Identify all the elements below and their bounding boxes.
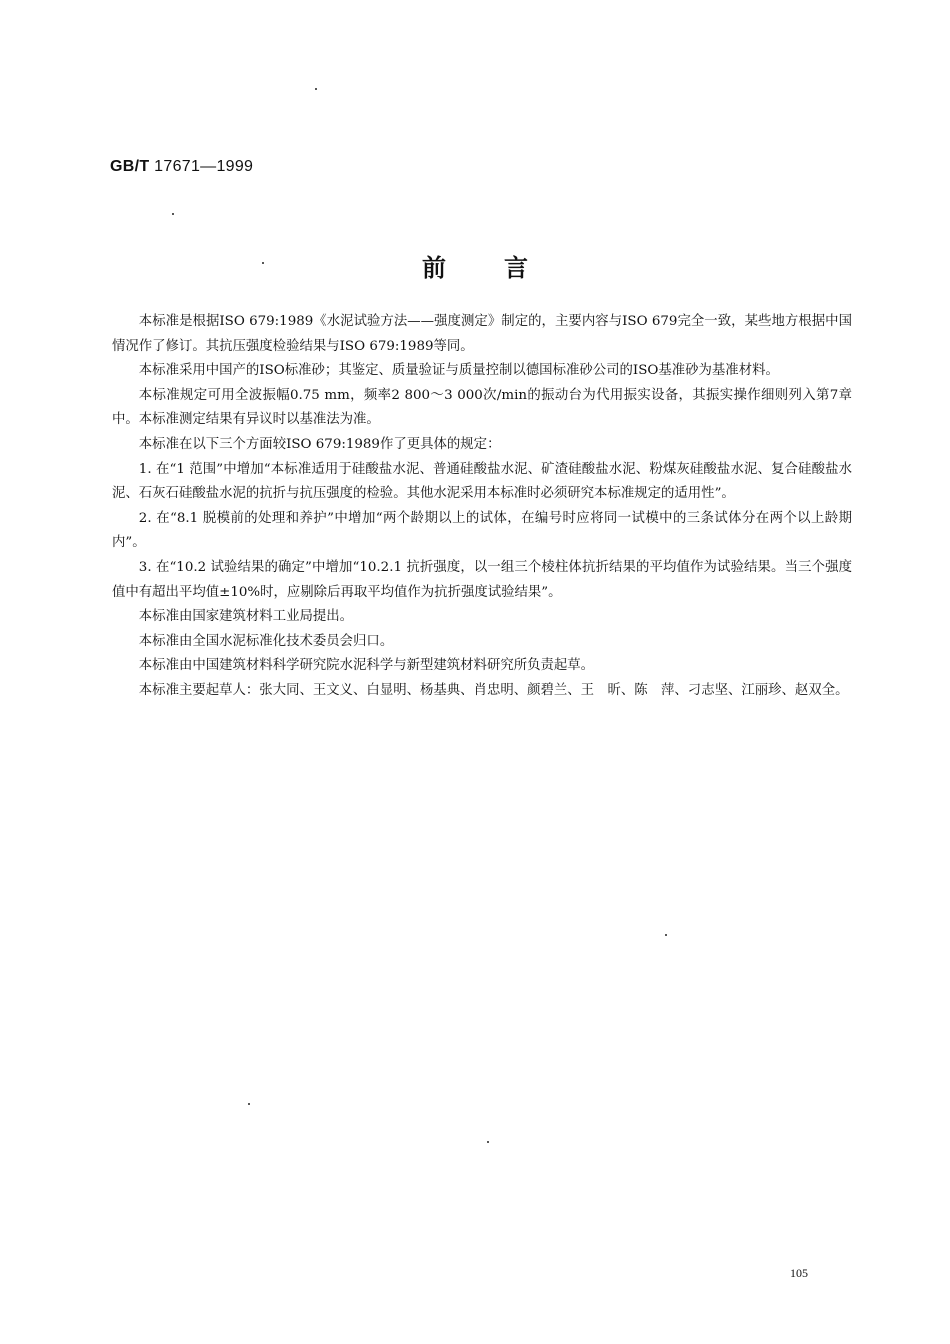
paragraph: 本标准主要起草人：张大同、王文义、白显明、杨基典、肖忠明、颜碧兰、王 昕、陈 萍、刁志坚、江丽珍、赵双全。 — [138, 682, 849, 698]
standard-code — [110, 158, 253, 176]
page-title: 前言 — [422, 254, 586, 282]
scan-speck — [248, 1103, 250, 1105]
paragraph: 3. 在“10.2 试验结果的确定”中增加“10.2.1 抗折强度，以一组三个棱柱体抗折结果的平均值作为试验结果。当三个强度值中有超出平均值±10%时，应剔除后再取平均值作为抗折强度试验结果”。 — [112, 559, 852, 600]
paragraph: 本标准采用中国产的ISO标准砂；其鉴定、质量验证与质量控制以德国标准砂公司的ISO基准砂为基准材料。 — [138, 363, 779, 379]
standard-prefix: GB/T — [110, 158, 150, 175]
paragraph: 本标准由全国水泥标准化技术委员会归口。 — [138, 633, 394, 649]
paragraph: 2. 在“8.1 脱模前的处理和养护”中增加“两个龄期以上的试体，在编号时应将同一试模中的三条试体分在两个以上龄期内”。 — [112, 510, 852, 551]
scan-speck — [315, 88, 317, 90]
page-number: 105 — [790, 1266, 808, 1280]
paragraph: 本标准规定可用全波振幅0.75 mm，频率2 800～3 000次/min的振动台为代用振实设备，其振实操作细则列入第7章中。本标准测定结果有异议时以基准法为准。 — [112, 387, 852, 428]
scan-speck — [262, 262, 264, 264]
paragraph: 本标准由中国建筑材料科学研究院水泥科学与新型建筑材料研究所负责起草。 — [138, 658, 595, 674]
standard-number: 17671—1999 — [149, 158, 254, 175]
paragraph: 本标准在以下三个方面较ISO 679:1989作了更具体的规定： — [138, 436, 501, 452]
paragraph: 本标准由国家建筑材料工业局提出。 — [138, 609, 354, 625]
paragraph: 1. 在“1 范围”中增加“本标准适用于硅酸盐水泥、普通硅酸盐水泥、矿渣硅酸盐水泥、粉煤灰硅酸盐水泥、复合硅酸盐水泥、石灰石硅酸盐水泥的抗折与抗压强度的检验。其他水泥采用本标准时必须研究本标准规定的适用性”。 — [112, 461, 852, 502]
scan-speck — [172, 213, 174, 215]
paragraph: 本标准是根据ISO 679:1989《水泥试验方法——强度测定》制定的，主要内容与ISO 679完全一致，某些地方根据中国情况作了修订。其抗压强度检验结果与ISO 679:1989等同。 — [112, 314, 852, 354]
scan-speck — [665, 934, 667, 936]
foreword-body — [112, 310, 852, 704]
scan-speck — [487, 1141, 489, 1143]
